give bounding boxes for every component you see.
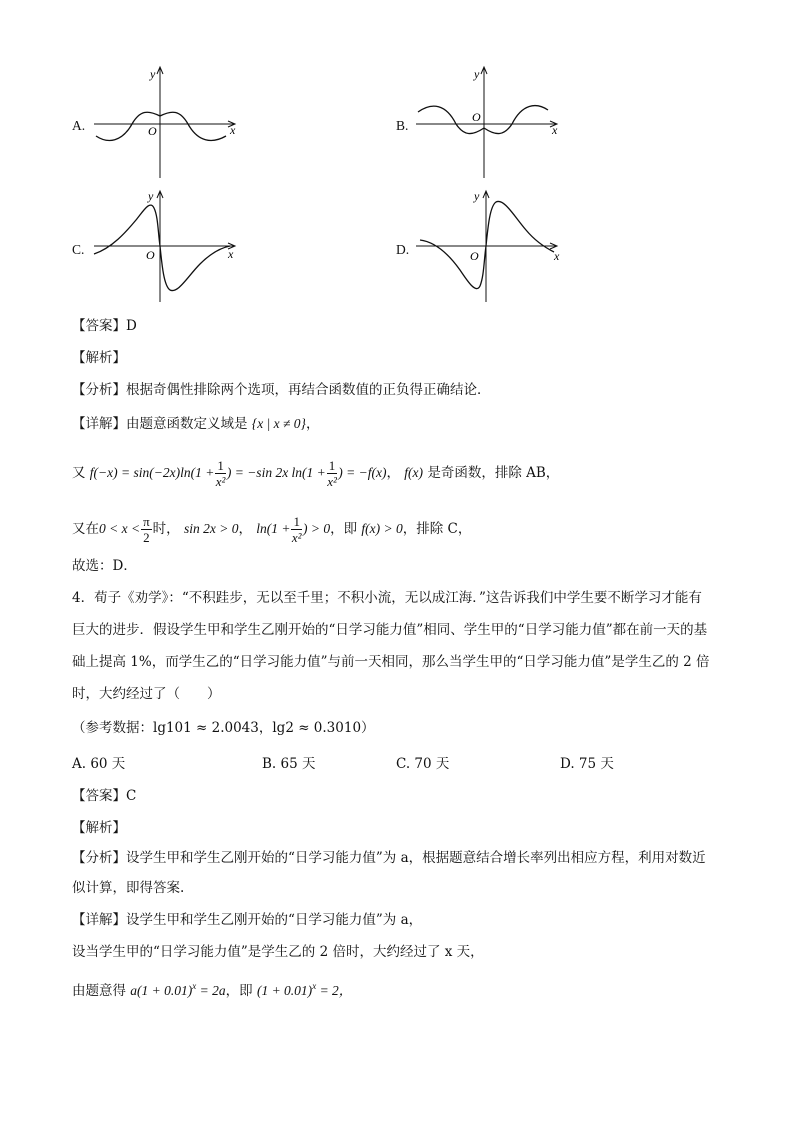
q3-f-neg: f(−x) = sin(−2x)ln(1 + bbox=[89, 465, 215, 480]
x-label: x bbox=[552, 123, 558, 137]
q4-option-a: A. 60 天 bbox=[72, 756, 126, 772]
option-d-label: D. bbox=[396, 242, 410, 257]
graph-c bbox=[92, 186, 242, 304]
y-label: y bbox=[150, 67, 156, 81]
q4-equation: 由题意得 $a(1 + 0.01)^x = 2a$，即 $(1 + 0.01)^x = 2$， bbox=[72, 981, 353, 999]
graph-a bbox=[92, 62, 242, 180]
q3-answer: 【答案】D bbox=[72, 318, 137, 334]
q4-option-b: B. 65 天 bbox=[262, 756, 316, 772]
q4-set: 设当学生甲的“日学习能力值”是学生乙的 2 倍时，大约经过了 x 天， bbox=[72, 944, 484, 960]
q3-fenxi: 【分析】根据奇偶性排除两个选项，再结合函数值的正负得正确结论． bbox=[72, 382, 491, 398]
q4-stem-4: 时，大约经过了（ ） bbox=[72, 686, 221, 702]
x-axis bbox=[416, 121, 557, 127]
q4-xiangjie: 【详解】设学生甲和学生乙刚开始的“日学习能力值”为 a， bbox=[72, 912, 423, 928]
origin-label: O bbox=[472, 110, 481, 124]
option-c-label: C. bbox=[72, 242, 85, 257]
q4-fenxi-1: 【分析】设学生甲和学生乙刚开始的“日学习能力值”为 a，根据题意结合增长率列出相应方程，利用对数近 bbox=[72, 850, 706, 866]
q3-domain: {x | x ≠ 0} bbox=[251, 416, 306, 431]
q3-final: 故选：D． bbox=[72, 558, 137, 574]
q4-stem-3: 础上提高 1%，而学生乙的“日学习能力值”与前一天相同，那么当学生甲的“日学习能力值”是学生乙的 2 倍 bbox=[72, 654, 710, 670]
option-b-label: B. bbox=[396, 118, 409, 133]
q3-xiangjie-label: 【详解】由题意函数定义域是 bbox=[72, 416, 248, 432]
q4-fenxi-2: 似计算，即得答案. bbox=[72, 880, 185, 896]
origin-label: O bbox=[148, 124, 157, 138]
q3-jiexi: 【解析】 bbox=[72, 350, 126, 366]
x-axis bbox=[94, 121, 235, 127]
x-label: x bbox=[228, 247, 234, 261]
y-label: y bbox=[474, 189, 480, 203]
q4-option-c: C. 70 天 bbox=[396, 756, 450, 772]
q4-answer: 【答案】C bbox=[72, 788, 137, 804]
q3-mid: ) = −sin 2x ln(1 + bbox=[226, 465, 326, 480]
curve-b bbox=[418, 106, 548, 134]
y-label: y bbox=[474, 67, 480, 81]
q4-stem-2: 巨大的进步．假设学生甲和学生乙刚开始的“日学习能力值”相同、学生甲的“日学习能力值”都在前一天的基 bbox=[72, 622, 708, 638]
x-label: x bbox=[230, 123, 236, 137]
graph-d bbox=[414, 186, 564, 304]
y-axis bbox=[157, 67, 163, 178]
y-axis bbox=[481, 67, 487, 178]
x-label: x bbox=[554, 249, 560, 263]
q3-sign-line: 又在0 < x < $\frac{\pi}{2}$ 时， sin 2x > 0， ln(1 + $\frac{1}{\text{x²}}$ ) > 0，即 f(x) > 0，排除 C， bbox=[72, 514, 472, 545]
curve-d bbox=[420, 201, 554, 288]
q4-jiexi: 【解析】 bbox=[72, 820, 126, 836]
graph-b bbox=[414, 62, 564, 180]
q4-reference-data: （参考数据：lg101 ≈ 2.0043，lg2 ≈ 0.3010） bbox=[72, 720, 375, 736]
x-axis bbox=[94, 243, 235, 249]
q4-stem-1: 4．荀子《劝学》：“不积跬步，无以至千里；不积小流，无以成江海．”这告诉我们中学生要不断学习才能有 bbox=[72, 590, 702, 606]
curve-c bbox=[94, 205, 230, 290]
y-label: y bbox=[148, 189, 154, 203]
q4-option-d: D. 75 天 bbox=[560, 756, 614, 772]
curve-a bbox=[96, 112, 226, 140]
q3-parity-line: 又 f(−x) = sin(−2x)ln(1 + $\frac{1}{\text{x²}}$ ) = −sin 2x ln(1 + $\frac{1}{\text{x²}}$ ) = −f(x)， f(x) 是奇函数，排除 AB， bbox=[72, 458, 560, 489]
origin-label: O bbox=[470, 249, 479, 263]
origin-label: O bbox=[146, 248, 155, 262]
q3-neg-f: ) = −f(x) bbox=[338, 465, 387, 480]
option-a-label: A. bbox=[72, 118, 86, 133]
q3-xiangjie: 【详解】由题意函数定义域是 {x | x ≠ 0}， bbox=[72, 416, 320, 432]
